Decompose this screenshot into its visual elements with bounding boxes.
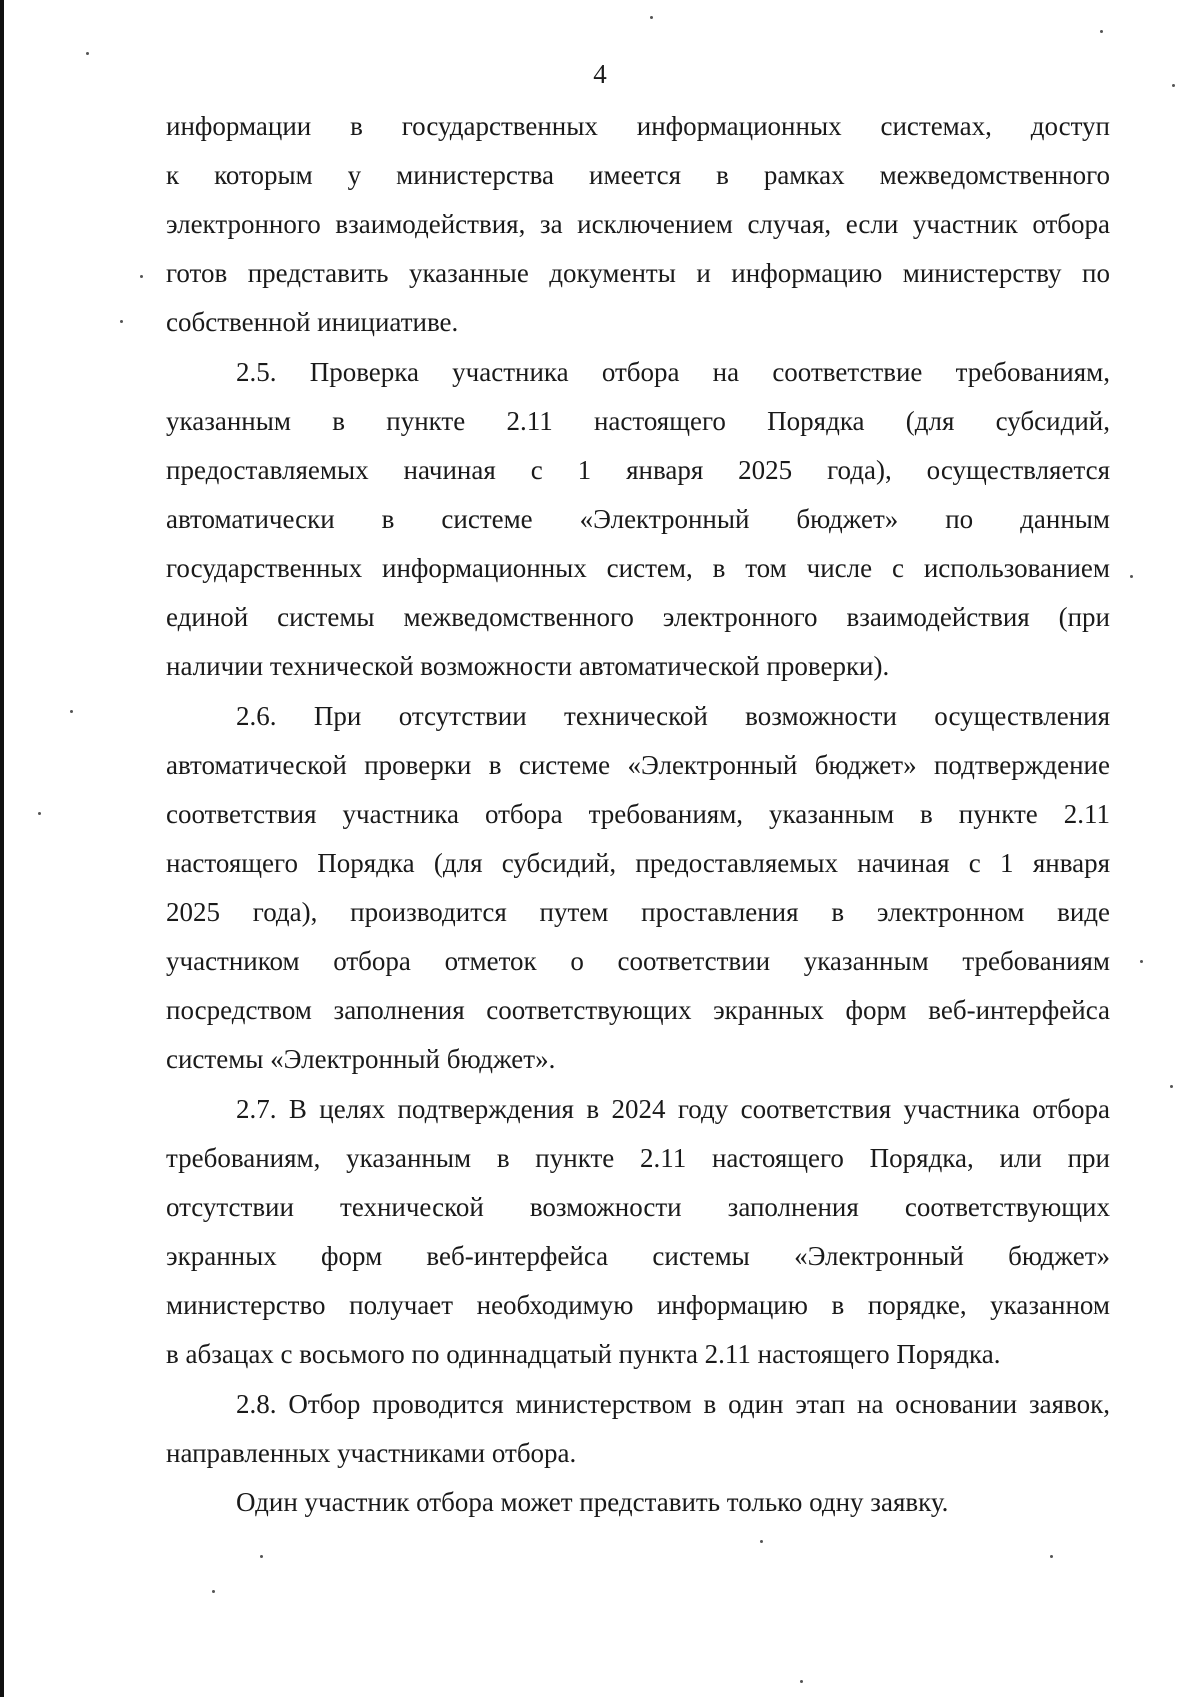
scan-speck	[800, 1680, 803, 1683]
text-line: готов представить указанные документы и информацию министерству по	[166, 258, 1110, 288]
scan-speck	[70, 710, 73, 713]
paragraph-single-application	[166, 1478, 1110, 1527]
text-line: 2.6. При отсутствии технической возможности осуществления	[236, 701, 1110, 731]
text-line: посредством заполнения соответствующих экранных форм веб-интерфейса	[166, 995, 1110, 1025]
text-line: единой системы межведомственного электронного взаимодействия (при	[166, 602, 1110, 632]
scan-speck	[1050, 1555, 1053, 1558]
scan-speck	[38, 812, 41, 815]
text-line: 2.5. Проверка участника отбора на соответствие требованиям,	[236, 357, 1110, 387]
scan-speck	[1140, 960, 1143, 963]
paragraph-continuation	[166, 102, 1110, 347]
text-line: 2.7. В целях подтверждения в 2024 году соответствия участника отбора	[236, 1094, 1110, 1124]
text-line: автоматической проверки в системе «Электронный бюджет» подтверждение	[166, 750, 1110, 780]
scan-speck	[120, 320, 123, 323]
scan-edge	[0, 0, 4, 1697]
text-line: участником отбора отметок о соответствии указанным требованиям	[166, 946, 1110, 976]
page-number: 4	[593, 59, 607, 89]
text-line: электронного взаимодействия, за исключением случая, если участник отбора	[166, 209, 1110, 239]
text-line: системы «Электронный бюджет».	[166, 1044, 556, 1074]
text-line: 2025 года), производится путем проставления в электронном виде	[166, 897, 1110, 927]
text-line: отсутствии технической возможности заполнения соответствующих	[166, 1192, 1110, 1222]
scan-speck	[140, 275, 143, 278]
text-line: предоставляемых начиная с 1 января 2025 года), осуществляется	[166, 455, 1110, 485]
text-line: автоматически в системе «Электронный бюджет» по данным	[166, 504, 1110, 534]
text-line: информации в государственных информационных системах, доступ	[166, 111, 1110, 141]
text-line: собственной инициативе.	[166, 307, 459, 337]
paragraph-2-8	[166, 1380, 1110, 1478]
scan-speck	[650, 16, 653, 19]
text-line: к которым у министерства имеется в рамках межведомственного	[166, 160, 1110, 190]
text-line: наличии технической возможности автоматической проверки).	[166, 651, 890, 681]
paragraph-2-6	[166, 692, 1110, 1084]
scan-speck	[1172, 84, 1175, 87]
text-line: Один участник отбора может представить только одну заявку.	[236, 1487, 949, 1517]
text-line: министерство получает необходимую информацию в порядке, указанном	[166, 1290, 1110, 1320]
text-line: в абзацах с восьмого по одиннадцатый пункта 2.11 настоящего Порядка.	[166, 1339, 1001, 1369]
scan-speck	[86, 52, 89, 55]
scan-speck	[1100, 30, 1103, 33]
text-line: соответствия участника отбора требованиям, указанным в пункте 2.11	[166, 799, 1110, 829]
text-line: направленных участниками отбора.	[166, 1438, 577, 1468]
scan-speck	[1130, 575, 1133, 578]
scan-speck	[760, 1540, 763, 1543]
scan-speck	[1170, 1085, 1173, 1088]
scan-speck	[260, 1555, 263, 1558]
text-line: требованиям, указанным в пункте 2.11 настоящего Порядка, или при	[166, 1143, 1110, 1173]
text-line: экранных форм веб-интерфейса системы «Электронный бюджет»	[166, 1241, 1110, 1271]
scan-speck	[212, 1590, 215, 1593]
paragraph-2-5	[166, 348, 1110, 691]
paragraph-2-7	[166, 1085, 1110, 1379]
text-line: указанным в пункте 2.11 настоящего Порядка (для субсидий,	[166, 406, 1110, 436]
text-line: 2.8. Отбор проводится министерством в один этап на основании заявок,	[236, 1389, 1110, 1419]
text-line: государственных информационных систем, в том числе с использованием	[166, 553, 1110, 583]
text-line: настоящего Порядка (для субсидий, предоставляемых начиная с 1 января	[166, 848, 1110, 878]
